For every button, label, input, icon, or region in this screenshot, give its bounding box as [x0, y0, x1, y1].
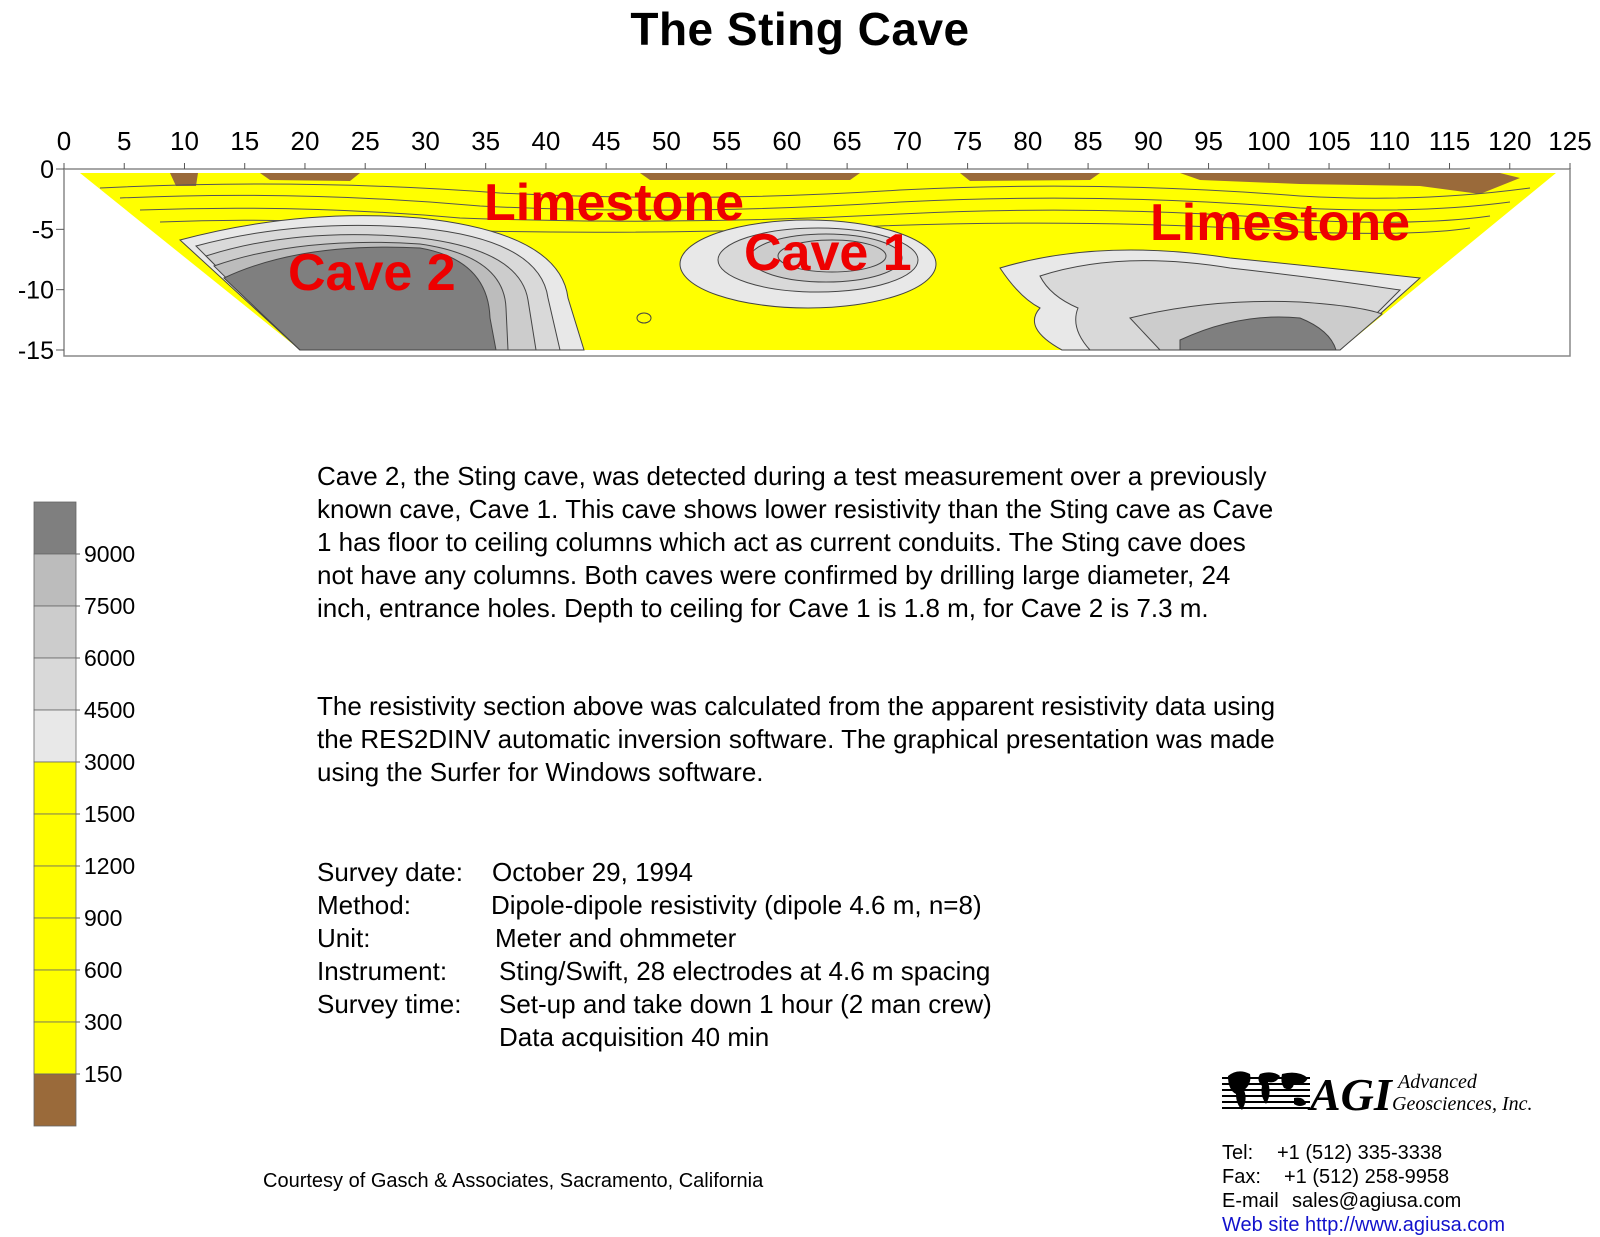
x-tick-label: 60	[772, 126, 802, 156]
limestone-label-right: Limestone	[1150, 194, 1411, 252]
legend-label: 3000	[84, 749, 136, 775]
limestone-label-left: Limestone	[484, 174, 745, 232]
legend-swatch	[34, 1022, 76, 1074]
world-map-icon	[1222, 1071, 1310, 1112]
fax-value: +1 (512) 258-9958	[1284, 1166, 1450, 1188]
logo-text: AGI	[1310, 1069, 1392, 1120]
survey-time-label: Survey time:	[317, 989, 462, 1019]
x-tick-label: 115	[1428, 126, 1471, 156]
courtesy-credit: Courtesy of Gasch & Associates, Sacramento, California	[263, 1170, 764, 1192]
email-label: E-mail	[1222, 1190, 1279, 1212]
legend-label: 1200	[84, 853, 136, 879]
x-tick-label: 95	[1194, 126, 1224, 156]
legend-label: 4500	[84, 697, 136, 723]
legend-swatch	[34, 1074, 76, 1126]
legend-swatch	[34, 710, 76, 762]
x-tick-label: 105	[1307, 126, 1351, 156]
legend-swatch	[34, 502, 76, 554]
legend-swatch	[34, 814, 76, 866]
legend-label: 150	[84, 1061, 123, 1087]
description-paragraph-1: Cave 2, the Sting cave, was detected during a test measurement over a previously known cave, Cave 1. This cave shows lower resistivity than the Sting cave as Cave 1 has floor to ceiling columns which act as current conduits. The Sting cave does not have any columns. Both caves were confirmed by drilling large diameter, 24 inch, entrance holes. Depth to ceiling for Cave 1 is 1.8 m, for Cave 2 is 7.3 m.	[317, 461, 1274, 623]
x-tick-label: 0	[56, 126, 72, 156]
legend-swatches	[34, 502, 76, 1126]
tel-value: +1 (512) 335-3338	[1277, 1142, 1443, 1164]
x-tick-label: 55	[712, 126, 742, 156]
x-tick-label: 75	[953, 126, 983, 156]
legend-label: 7500	[84, 593, 136, 619]
legend-swatch	[34, 606, 76, 658]
cave-1-label: Cave 1	[744, 224, 912, 282]
x-tick-label: 40	[531, 126, 561, 156]
fax-label: Fax:	[1222, 1166, 1261, 1188]
y-tick-label: 0	[40, 156, 54, 184]
x-tick-label: 80	[1013, 126, 1043, 156]
survey-date-label: Survey date:	[317, 857, 463, 887]
x-tick-label: 10	[170, 126, 199, 156]
legend-label: 600	[84, 957, 123, 983]
agi-logo	[1222, 1064, 1542, 1120]
contact-fax	[1222, 1166, 1449, 1189]
x-tick-label: 65	[832, 126, 862, 156]
logo-subtitle-2: Geosciences, Inc.	[1392, 1093, 1533, 1115]
instrument-value: Sting/Swift, 28 electrodes at 4.6 m spacing	[499, 956, 991, 986]
contact-tel	[1222, 1142, 1442, 1165]
x-tick-label: 50	[651, 126, 681, 156]
website-link[interactable]: Web site http://www.agiusa.com	[1222, 1214, 1506, 1236]
legend-swatch	[34, 866, 76, 918]
email-link[interactable]: sales@agiusa.com	[1292, 1190, 1462, 1212]
surface-layer-patch	[960, 173, 1100, 181]
x-tick-label: 30	[410, 126, 440, 156]
survey-time-value-2: Data acquisition 40 min	[499, 1022, 770, 1052]
logo-subtitle-1: Advanced	[1398, 1071, 1477, 1093]
resistivity-section	[0, 118, 1600, 363]
x-tick-label: 110	[1368, 126, 1411, 156]
cave-2-label: Cave 2	[288, 244, 456, 302]
legend-label: 300	[84, 1009, 123, 1035]
x-tick-label: 20	[290, 126, 320, 156]
x-tick-label: 90	[1133, 126, 1163, 156]
y-tick-label: -15	[17, 337, 54, 363]
method-label: Method:	[317, 890, 411, 920]
legend-label: 1500	[84, 801, 136, 827]
x-tick-label: 15	[230, 126, 260, 156]
survey-time-value: Set-up and take down 1 hour (2 man crew)	[499, 989, 992, 1019]
method-value: Dipole-dipole resistivity (dipole 4.6 m, n=8)	[491, 890, 982, 920]
x-tick-label: 5	[117, 126, 132, 156]
x-tick-label: 70	[892, 126, 922, 156]
legend-swatch	[34, 970, 76, 1022]
legend-swatch	[34, 554, 76, 606]
legend-labels	[76, 541, 135, 1087]
y-axis-ticks	[18, 156, 64, 363]
legend-label: 9000	[84, 541, 136, 567]
x-tick-label: 85	[1073, 126, 1103, 156]
legend-swatch	[34, 918, 76, 970]
tel-label: Tel:	[1222, 1142, 1254, 1164]
y-tick-label: -5	[31, 216, 54, 245]
legend-label: 900	[84, 905, 123, 931]
unit-value: Meter and ohmmeter	[495, 923, 737, 953]
x-tick-label: 45	[591, 126, 621, 156]
page-title: The Sting Cave	[630, 3, 970, 55]
surface-layer-patch	[260, 173, 360, 181]
x-axis-ticks	[57, 126, 1592, 169]
color-legend	[0, 498, 160, 1138]
legend-swatch	[34, 762, 76, 814]
x-tick-label: 35	[471, 126, 501, 156]
x-tick-label: 125	[1548, 126, 1592, 156]
survey-date-value: October 29, 1994	[492, 857, 693, 887]
x-tick-label: 120	[1488, 126, 1532, 156]
x-tick-label: 25	[350, 126, 380, 156]
description-paragraph-2: The resistivity section above was calculated from the apparent resistivity data using the RES2DINV automatic inversion software. The graphical presentation was made using the Surfer for Windows software.	[317, 691, 1276, 787]
y-tick-label: -10	[17, 276, 54, 305]
legend-swatch	[34, 658, 76, 710]
instrument-label: Instrument:	[317, 956, 448, 986]
legend-label: 6000	[84, 645, 136, 671]
x-tick-label: 100	[1247, 126, 1291, 156]
unit-label: Unit:	[317, 923, 371, 953]
contact-email	[1222, 1190, 1461, 1213]
